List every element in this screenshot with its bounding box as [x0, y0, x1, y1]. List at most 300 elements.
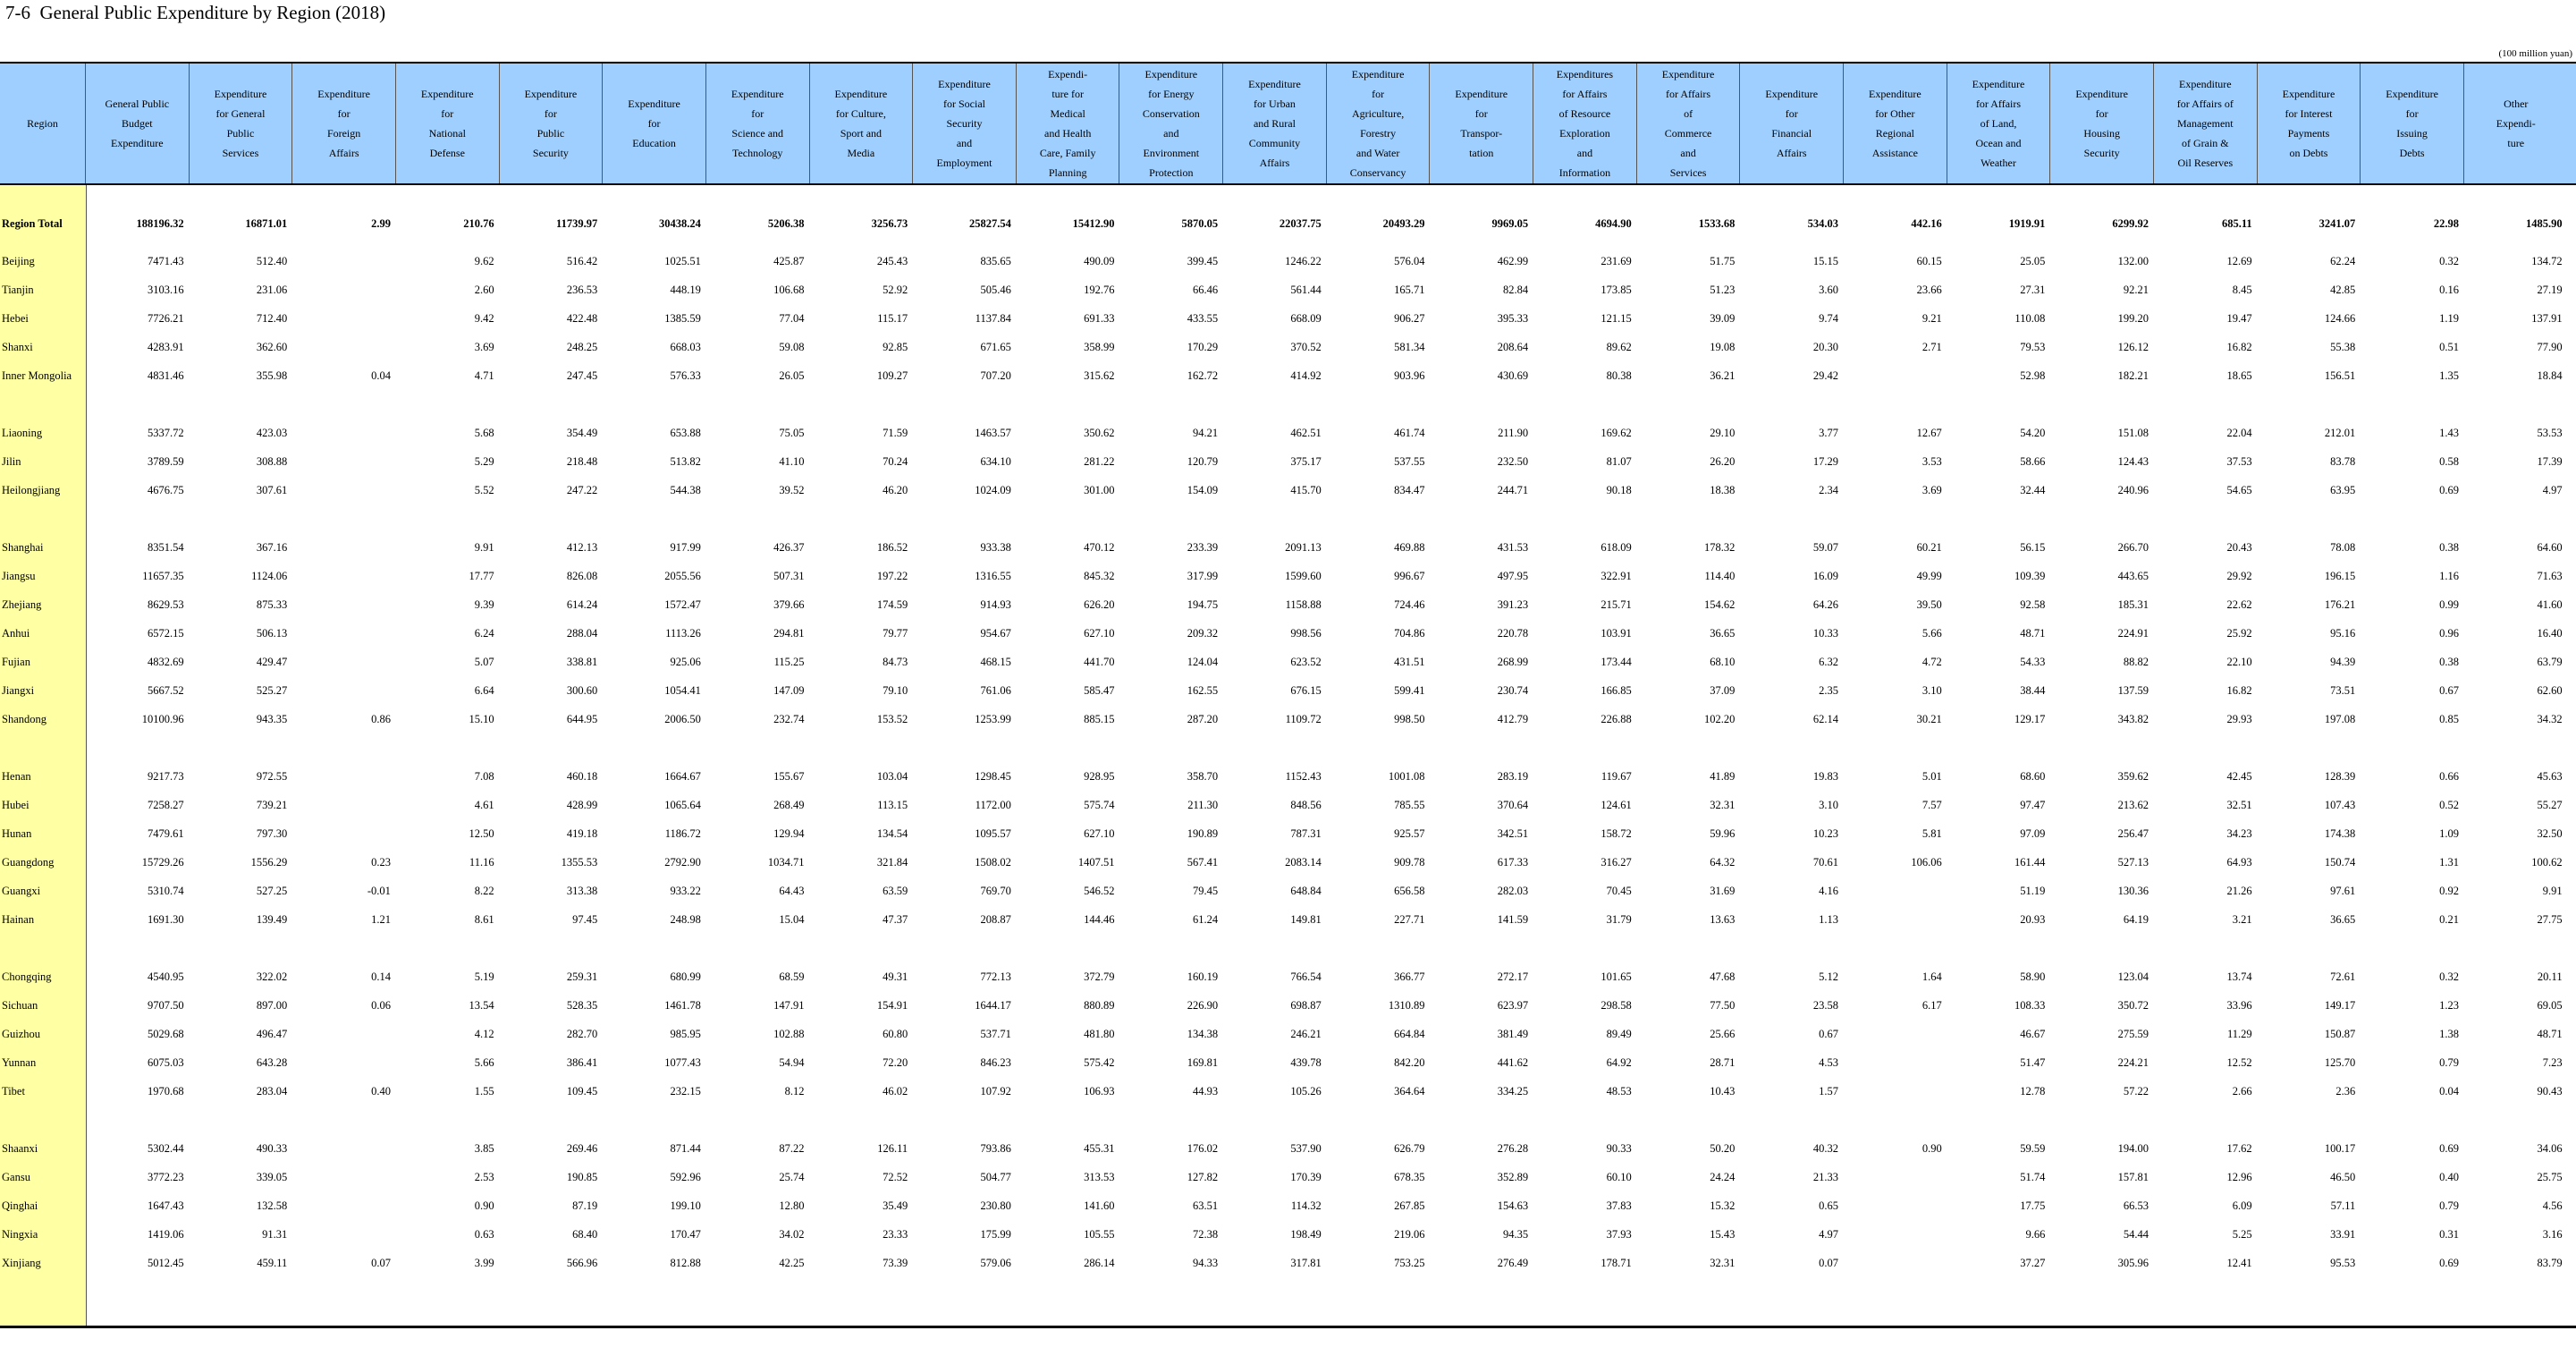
- table-cell: 0.21: [2439, 913, 2459, 926]
- table-cell: 834.47: [1394, 484, 1425, 496]
- table-cell: 276.28: [1497, 1142, 1529, 1155]
- table-cell: 166.85: [1600, 684, 1632, 697]
- table-cell: 37.93: [1606, 1228, 1632, 1241]
- table-cell: 0.69: [2439, 1257, 2459, 1269]
- table-cell: 1158.88: [1285, 598, 1322, 611]
- table-cell: 22.98: [2433, 217, 2459, 230]
- table-cell: 490.33: [256, 1142, 288, 1155]
- table-cell: 34.06: [2537, 1142, 2563, 1155]
- region-name: Inner Mongolia: [2, 369, 72, 382]
- table-cell: 256.47: [2117, 827, 2149, 840]
- table-cell: [292, 825, 391, 843]
- table-cell: 126.12: [2117, 341, 2149, 353]
- table-cell: 3772.23: [148, 1171, 184, 1183]
- table-cell: 6572.15: [148, 627, 184, 640]
- table-cell: [292, 252, 391, 270]
- table-cell: 9.39: [474, 598, 494, 611]
- table-cell: 5.29: [474, 455, 494, 468]
- table-cell: 51.75: [1710, 255, 1736, 267]
- table-cell: 124.66: [2324, 312, 2356, 325]
- table-row: [0, 481, 2576, 499]
- table-cell: 286.14: [1084, 1257, 1115, 1269]
- table-cell: 1152.43: [1285, 770, 1322, 783]
- table-cell: 23.33: [883, 1228, 908, 1241]
- table-row: [0, 825, 2576, 843]
- table-cell: 8.45: [2232, 284, 2252, 296]
- table-cell: 197.08: [2324, 713, 2356, 725]
- table-cell: 2083.14: [1285, 856, 1322, 869]
- table-cell: 60.10: [1606, 1171, 1632, 1183]
- table-cell: [292, 309, 391, 327]
- region-name: Chongqing: [2, 970, 52, 983]
- table-cell: 0.07: [371, 1257, 391, 1269]
- table-cell: 132.58: [256, 1199, 288, 1212]
- table-cell: 460.18: [566, 770, 598, 783]
- table-cell: 70.61: [1812, 856, 1839, 869]
- table-cell: 12.50: [469, 827, 494, 840]
- table-cell: 42.25: [779, 1257, 805, 1269]
- table-cell: 634.10: [980, 455, 1011, 468]
- table-cell: 15.10: [469, 713, 494, 725]
- table-cell: 196.15: [2324, 570, 2356, 582]
- table-cell: 15.04: [779, 913, 805, 926]
- table-cell: 925.57: [1394, 827, 1425, 840]
- region-name: Sichuan: [2, 999, 38, 1012]
- table-cell: 648.84: [1290, 885, 1322, 897]
- table-cell: [1844, 1025, 1942, 1043]
- table-cell: 15.43: [1710, 1228, 1736, 1241]
- table-cell: 13.74: [2226, 970, 2252, 983]
- table-cell: 31.69: [1710, 885, 1736, 897]
- table-cell: 5.81: [1921, 827, 1942, 840]
- table-cell: 27.31: [2020, 284, 2046, 296]
- table-cell: [1844, 1168, 1942, 1186]
- table-cell: 39.52: [779, 484, 805, 496]
- table-cell: 1065.64: [664, 799, 701, 811]
- table-cell: 64.43: [779, 885, 805, 897]
- table-cell: 212.01: [2324, 427, 2356, 439]
- table-cell: 1054.41: [664, 684, 701, 697]
- table-cell: 1.43: [2439, 427, 2459, 439]
- table-cell: 57.22: [2123, 1085, 2149, 1098]
- table-cell: 0.63: [474, 1228, 494, 1241]
- table-cell: 154.91: [876, 999, 908, 1012]
- table-cell: 7258.27: [148, 799, 184, 811]
- table-row: [0, 1225, 2576, 1243]
- table-cell: 412.13: [566, 541, 598, 554]
- table-cell: 3256.73: [871, 217, 908, 230]
- table-cell: 626.79: [1394, 1142, 1425, 1155]
- table-cell: 490.09: [1084, 255, 1115, 267]
- table-cell: 109.39: [2014, 570, 2046, 582]
- table-cell: 1508.02: [975, 856, 1011, 869]
- table-cell: 2.34: [1819, 484, 1839, 496]
- table-cell: 575.74: [1084, 799, 1115, 811]
- table-cell: 576.04: [1394, 255, 1425, 267]
- table-cell: 37.53: [2226, 455, 2252, 468]
- region-name: Jiangsu: [2, 570, 36, 582]
- table-cell: 338.81: [566, 656, 598, 668]
- table-cell: 6.64: [474, 684, 494, 697]
- table-cell: 151.08: [2117, 427, 2149, 439]
- table-cell: 4.61: [474, 799, 494, 811]
- table-cell: 317.81: [1290, 1257, 1322, 1269]
- column-header: Expenditure for Affairs of Management of Grain & Oil Reserves: [2154, 64, 2258, 183]
- table-cell: 149.81: [1290, 913, 1322, 926]
- table-cell: 219.06: [1394, 1228, 1425, 1241]
- table-cell: 23.58: [1812, 999, 1839, 1012]
- table-cell: 9.74: [1819, 312, 1839, 325]
- table-cell: 211.90: [1498, 427, 1529, 439]
- table-cell: 925.06: [670, 656, 701, 668]
- table-row: [0, 1025, 2576, 1043]
- table-cell: 317.99: [1187, 570, 1219, 582]
- table-cell: 233.39: [1187, 541, 1219, 554]
- table-cell: 129.17: [2014, 713, 2046, 725]
- region-name: Ningxia: [2, 1228, 38, 1241]
- table-cell: 9707.50: [148, 999, 184, 1012]
- table-cell: 3.60: [1819, 284, 1839, 296]
- table-cell: 194.75: [1187, 598, 1219, 611]
- table-cell: 154.09: [1187, 484, 1219, 496]
- table-cell: 2091.13: [1285, 541, 1322, 554]
- table-cell: 787.31: [1290, 827, 1322, 840]
- table-cell: 414.92: [1290, 369, 1322, 382]
- table-cell: 13.54: [469, 999, 494, 1012]
- table-cell: 623.97: [1497, 999, 1529, 1012]
- column-header: Expenditure for Culture, Sport and Media: [810, 64, 914, 183]
- table-cell: 90.18: [1606, 484, 1632, 496]
- table-cell: 72.38: [1193, 1228, 1219, 1241]
- table-cell: 11.29: [2226, 1028, 2252, 1040]
- table-cell: [1844, 882, 1942, 900]
- table-cell: 724.46: [1394, 598, 1425, 611]
- table-cell: 2.66: [2232, 1085, 2252, 1098]
- table-cell: 11657.35: [142, 570, 184, 582]
- table-cell: 48.53: [1606, 1085, 1632, 1098]
- table-cell: 34.02: [779, 1228, 805, 1241]
- table-cell: 162.55: [1187, 684, 1219, 697]
- table-cell: 232.15: [670, 1085, 701, 1098]
- table-cell: 3.10: [1921, 684, 1942, 697]
- table-cell: 226.90: [1187, 999, 1219, 1012]
- table-cell: 230.74: [1497, 684, 1529, 697]
- table-cell: 197.22: [876, 570, 908, 582]
- table-cell: 34.32: [2537, 713, 2563, 725]
- table-cell: 972.55: [256, 770, 288, 783]
- table-cell: 19.83: [1812, 770, 1839, 783]
- table-cell: 283.04: [256, 1085, 288, 1098]
- table-cell: 315.62: [1084, 369, 1115, 382]
- table-cell: 5.12: [1819, 970, 1839, 983]
- table-cell: 2792.90: [664, 856, 701, 869]
- region-name: Fujian: [2, 656, 30, 668]
- table-cell: 12.80: [779, 1199, 805, 1212]
- table-cell: 761.06: [980, 684, 1011, 697]
- table-cell: 17.77: [469, 570, 494, 582]
- table-cell: 575.42: [1084, 1056, 1115, 1069]
- table-cell: 544.38: [670, 484, 701, 496]
- column-header: Expenditure for Urban and Rural Community Affairs: [1223, 64, 1327, 183]
- table-cell: 224.21: [2117, 1056, 2149, 1069]
- table-cell: [292, 567, 391, 585]
- table-cell: 115.25: [773, 656, 805, 668]
- table-cell: 25827.54: [968, 217, 1011, 230]
- table-cell: -0.01: [367, 885, 391, 897]
- table-cell: 192.76: [1084, 284, 1115, 296]
- table-cell: 0.92: [2439, 885, 2459, 897]
- table-cell: 1113.26: [665, 627, 701, 640]
- table-cell: 199.20: [2117, 312, 2149, 325]
- table-cell: 379.66: [773, 598, 805, 611]
- table-cell: 321.84: [876, 856, 908, 869]
- table-cell: 6.32: [1819, 656, 1839, 668]
- table-cell: 676.15: [1290, 684, 1322, 697]
- table-cell: 84.73: [883, 656, 908, 668]
- table-cell: 46.02: [883, 1085, 908, 1098]
- table-cell: 350.72: [2117, 999, 2149, 1012]
- table-cell: 3.69: [1921, 484, 1942, 496]
- table-cell: 468.15: [980, 656, 1011, 668]
- table-cell: 1.21: [371, 913, 391, 926]
- table-cell: [1844, 1082, 1942, 1100]
- region-name: Anhui: [2, 627, 30, 640]
- table-cell: 89.62: [1606, 341, 1632, 353]
- table-cell: 119.67: [1600, 770, 1632, 783]
- table-cell: 845.32: [1084, 570, 1115, 582]
- table-cell: 150.87: [2324, 1028, 2356, 1040]
- column-header: Expenditure for Affairs of Commerce and Services: [1637, 64, 1741, 183]
- table-cell: 33.96: [2226, 999, 2252, 1012]
- table-cell: 415.70: [1290, 484, 1322, 496]
- column-header: Expenditure for National Defense: [396, 64, 500, 183]
- table-cell: 63.79: [2537, 656, 2563, 668]
- region-name: Yunnan: [2, 1056, 37, 1069]
- table-cell: 1.13: [1819, 913, 1839, 926]
- table-cell: 153.52: [876, 713, 908, 725]
- table-cell: 134.72: [2531, 255, 2563, 267]
- table-cell: 399.45: [1187, 255, 1219, 267]
- table-cell: 12.67: [1916, 427, 1942, 439]
- table-cell: 231.06: [256, 284, 288, 296]
- region-name: Heilongjiang: [2, 484, 61, 496]
- table-cell: 653.88: [670, 427, 701, 439]
- table-cell: 94.39: [2330, 656, 2356, 668]
- table-cell: 534.03: [1807, 217, 1839, 230]
- table-cell: 60.80: [883, 1028, 908, 1040]
- table-cell: 497.95: [1497, 570, 1529, 582]
- table-cell: 144.46: [1084, 913, 1115, 926]
- table-cell: 8.12: [784, 1085, 805, 1098]
- table-cell: 1463.57: [975, 427, 1011, 439]
- table-cell: 5029.68: [148, 1028, 184, 1040]
- table-cell: 80.38: [1606, 369, 1632, 382]
- table-cell: 943.35: [256, 713, 288, 725]
- table-cell: 366.77: [1394, 970, 1425, 983]
- table-cell: 6299.92: [2112, 217, 2149, 230]
- table-cell: 5.07: [474, 656, 494, 668]
- table-row: [0, 1254, 2576, 1272]
- table-cell: 469.88: [1394, 541, 1425, 554]
- table-cell: 1001.08: [1388, 770, 1425, 783]
- table-cell: 5.52: [474, 484, 494, 496]
- table-cell: 11.16: [469, 856, 494, 869]
- table-cell: [292, 453, 391, 470]
- table-cell: 618.09: [1600, 541, 1632, 554]
- table-cell: 1025.51: [664, 255, 701, 267]
- column-header: Expenditure for Social Security and Employment: [913, 64, 1017, 183]
- table-cell: 33.91: [2330, 1228, 2356, 1241]
- table-cell: 230.80: [980, 1199, 1011, 1212]
- table-cell: 6.17: [1921, 999, 1942, 1012]
- table-cell: 334.25: [1497, 1085, 1529, 1098]
- table-cell: 87.22: [779, 1142, 805, 1155]
- table-cell: 691.33: [1084, 312, 1115, 325]
- table-cell: 70.45: [1606, 885, 1632, 897]
- table-cell: 29.10: [1710, 427, 1736, 439]
- table-cell: 470.12: [1084, 541, 1115, 554]
- table-cell: 66.53: [2123, 1199, 2149, 1212]
- table-cell: 162.72: [1187, 369, 1219, 382]
- table-cell: 448.19: [670, 284, 701, 296]
- table-cell: 53.53: [2537, 427, 2563, 439]
- column-header-region: Region: [0, 64, 86, 183]
- table-cell: 3.99: [474, 1257, 494, 1269]
- table-row: [0, 538, 2576, 556]
- table-cell: 0.04: [2439, 1085, 2459, 1098]
- table-cell: 130.36: [2117, 885, 2149, 897]
- table-cell: 37.83: [1606, 1199, 1632, 1212]
- table-cell: 26.05: [779, 369, 805, 382]
- table-cell: 72.61: [2330, 970, 2356, 983]
- table-cell: 26.20: [1710, 455, 1736, 468]
- table-cell: 9.62: [474, 255, 494, 267]
- table-cell: 105.55: [1084, 1228, 1115, 1241]
- table-cell: 68.10: [1710, 656, 1736, 668]
- region-name: Guangdong: [2, 856, 55, 869]
- table-cell: 505.46: [980, 284, 1011, 296]
- table-cell: 419.18: [566, 827, 598, 840]
- table-row: [0, 996, 2576, 1014]
- table-cell: 105.26: [1290, 1085, 1322, 1098]
- table-cell: 287.20: [1187, 713, 1219, 725]
- table-row: [0, 653, 2576, 671]
- table-cell: 103.04: [876, 770, 908, 783]
- table-cell: 246.21: [1290, 1028, 1322, 1040]
- table-cell: 4676.75: [148, 484, 184, 496]
- table-row: [0, 567, 2576, 585]
- table-cell: 213.62: [2117, 799, 2149, 811]
- table-cell: 1385.59: [664, 312, 701, 325]
- table-cell: 55.27: [2537, 799, 2563, 811]
- table-cell: 209.32: [1187, 627, 1219, 640]
- table-cell: 1.19: [2439, 312, 2459, 325]
- table-cell: 64.26: [1812, 598, 1839, 611]
- table-cell: [1844, 1254, 1942, 1272]
- column-header: General Public Budget Expenditure: [86, 64, 190, 183]
- region-name: Tianjin: [2, 284, 34, 296]
- table-cell: 528.35: [566, 999, 598, 1012]
- table-cell: 4.16: [1819, 885, 1839, 897]
- table-row: [0, 682, 2576, 699]
- table-cell: 170.29: [1187, 341, 1219, 353]
- table-cell: 248.25: [566, 341, 598, 353]
- table-cell: 567.41: [1187, 856, 1219, 869]
- table-cell: 423.03: [256, 427, 288, 439]
- column-header: Expenditure for Energy Conservation and Environment Protection: [1120, 64, 1224, 183]
- table-cell: 21.33: [1812, 1171, 1839, 1183]
- table-cell: 623.52: [1290, 656, 1322, 668]
- table-cell: 169.62: [1600, 427, 1632, 439]
- table-cell: 370.52: [1290, 341, 1322, 353]
- table-cell: 125.70: [2324, 1056, 2356, 1069]
- table-cell: 16.40: [2537, 627, 2563, 640]
- table-cell: 5.01: [1921, 770, 1942, 783]
- table-cell: 481.80: [1084, 1028, 1115, 1040]
- table-cell: 0.51: [2439, 341, 2459, 353]
- table-cell: 1970.68: [148, 1085, 184, 1098]
- table-cell: 7.08: [474, 770, 494, 783]
- table-cell: 1109.72: [1285, 713, 1322, 725]
- table-cell: 73.51: [2330, 684, 2356, 697]
- table-cell: 933.22: [670, 885, 701, 897]
- table-cell: 442.16: [1911, 217, 1942, 230]
- table-cell: 281.22: [1084, 455, 1115, 468]
- table-cell: 7.57: [1921, 799, 1942, 811]
- table-cell: 17.75: [2020, 1199, 2046, 1212]
- table-cell: 61.24: [1193, 913, 1219, 926]
- table-cell: 77.90: [2537, 341, 2563, 353]
- table-cell: 842.20: [1394, 1056, 1425, 1069]
- table-cell: 236.53: [566, 284, 598, 296]
- table-cell: 431.51: [1394, 656, 1425, 668]
- table-cell: 95.53: [2330, 1257, 2356, 1269]
- table-cell: 7726.21: [148, 312, 184, 325]
- table-cell: [292, 481, 391, 499]
- table-cell: 129.94: [773, 827, 805, 840]
- table-cell: 3.85: [474, 1142, 494, 1155]
- table-cell: 41.10: [779, 455, 805, 468]
- table-cell: 358.99: [1084, 341, 1115, 353]
- table-cell: 1.38: [2439, 1028, 2459, 1040]
- table-cell: 42.45: [2226, 770, 2252, 783]
- table-cell: 0.31: [2439, 1228, 2459, 1241]
- table-cell: 626.20: [1084, 598, 1115, 611]
- table-cell: 20.43: [2226, 541, 2252, 554]
- table-cell: 10100.96: [141, 713, 184, 725]
- table-cell: 73.39: [883, 1257, 908, 1269]
- table-cell: 109.45: [566, 1085, 598, 1098]
- table-cell: 28.71: [1710, 1056, 1736, 1069]
- table-row: [0, 338, 2576, 356]
- table-cell: 985.95: [670, 1028, 701, 1040]
- table-cell: 63.51: [1193, 1199, 1219, 1212]
- region-name: Region Total: [2, 217, 63, 230]
- table-cell: 0.07: [1819, 1257, 1839, 1269]
- table-cell: 155.67: [773, 770, 805, 783]
- table-cell: 79.45: [1193, 885, 1219, 897]
- table-cell: 1172.00: [975, 799, 1011, 811]
- table-cell: [292, 1225, 391, 1243]
- table-cell: 17.39: [2537, 455, 2563, 468]
- table-cell: 5667.52: [148, 684, 184, 697]
- table-cell: 32.44: [2020, 484, 2046, 496]
- table-cell: 156.51: [2324, 369, 2356, 382]
- table-cell: 13.63: [1710, 913, 1736, 926]
- table-cell: 1.23: [2439, 999, 2459, 1012]
- table-cell: 77.04: [779, 312, 805, 325]
- table-cell: 2.60: [474, 284, 494, 296]
